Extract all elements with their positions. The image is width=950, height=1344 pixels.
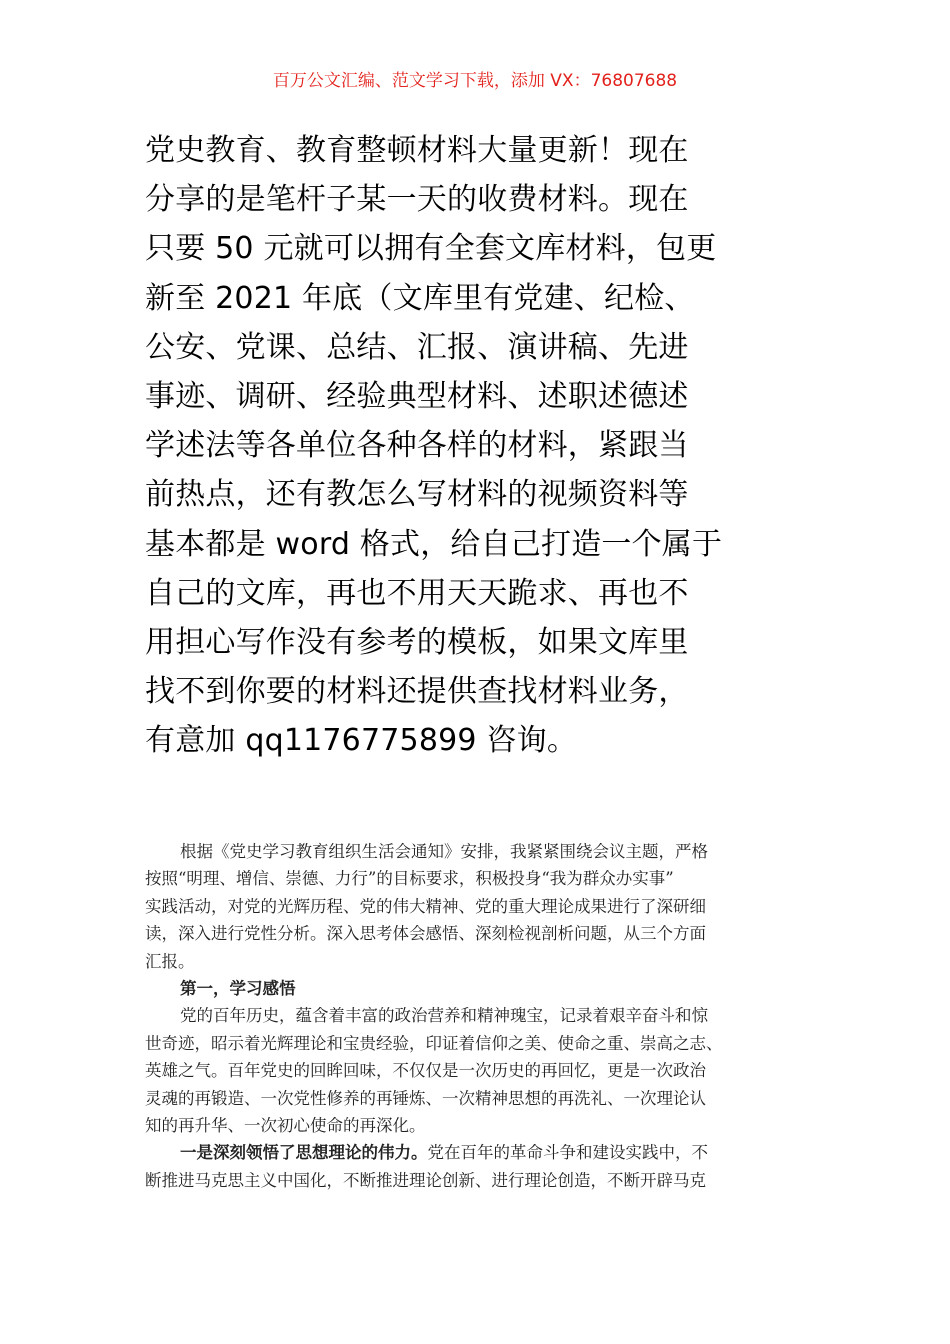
section-heading: 第一，学习感悟 xyxy=(180,978,296,998)
para-intro-line: 按照“明理、增信、崇德、力行”的目标要求，积极投身“我为群众办实事” xyxy=(145,869,674,889)
header-contact-line: 百万公文汇编、范文学习下载，添加 VX：76807688 xyxy=(272,71,678,91)
para-study-line: 英雄之气。百年党史的回眸回味，不仅仅是一次历史的再回忆，更是一次政治 xyxy=(145,1061,706,1081)
para-intro-line: 根据《党史学习教育组织生活会通知》安排，我紧紧围绕会议主题，严格 xyxy=(180,842,708,861)
ad-line: 事迹、调研、经验典型材料、述职述德述 xyxy=(145,379,689,415)
ad-line: 只要 50 元就可以拥有全套文库材料，包更 xyxy=(145,231,717,267)
body-text xyxy=(145,838,810,1194)
para-theory-first-line xyxy=(145,1139,810,1166)
para-theory-rest: 党在百年的革命斗争和建设实践中，不 xyxy=(427,1143,708,1163)
ad-line: 找不到你要的材料还提供查找材料业务， xyxy=(145,674,689,710)
para-study-line: 灵魂的再锻造、一次党性修养的再锤炼、一次精神思想的再洗礼、一次理论认 xyxy=(145,1088,706,1108)
para-theory-line: 断推进马克思主义中国化，不断推进理论创新、进行理论创造，不断开辟马克 xyxy=(145,1170,706,1190)
ad-line: 新至 2021 年底（文库里有党建、纪检、 xyxy=(145,280,695,316)
ad-line: 党史教育、教育整顿材料大量更新！现在 xyxy=(145,133,689,168)
para-study-line: 世奇迹，昭示着光辉理论和宝贵经验，印证着信仰之美、使命之重、崇高之志、 xyxy=(145,1033,723,1053)
ad-line: 公安、党课、总结、汇报、演讲稿、先进 xyxy=(145,329,689,365)
ad-line: 前热点，还有教怎么写材料的视频资料等 xyxy=(145,477,689,513)
ad-line: 学述法等各单位各种各样的材料，紧跟当 xyxy=(145,428,689,464)
ad-line: 自己的文库，再也不用天天跪求、再也不 xyxy=(145,575,689,611)
para-intro-line: 读，深入进行党性分析。深入思考体会感悟、深刻检视剖析问题，从三个方面 xyxy=(145,924,706,944)
para-theory-lead: 一是深刻领悟了思想理论的伟力。 xyxy=(180,1143,428,1163)
ad-line: 有意加 qq1176775899 咨询。 xyxy=(145,723,578,759)
para-study-line: 党的百年历史，蕴含着丰富的政治营养和精神瑰宝，记录着艰辛奋斗和惊 xyxy=(180,1006,708,1026)
para-intro-line: 汇报。 xyxy=(145,951,195,971)
ad-line: 分享的是笔杆子某一天的收费材料。现在 xyxy=(145,182,689,218)
para-study-line: 知的再升华、一次初心使命的再深化。 xyxy=(145,1115,426,1135)
para-intro-line: 实践活动，对党的光辉历程、党的伟大精神、党的重大理论成果进行了深研细 xyxy=(145,896,706,916)
ad-line: 用担心写作没有参考的模板，如果文库里 xyxy=(145,625,689,661)
ad-line: 基本都是 word 格式，给自己打造一个属于 xyxy=(145,526,723,562)
advertisement-block xyxy=(145,126,810,766)
